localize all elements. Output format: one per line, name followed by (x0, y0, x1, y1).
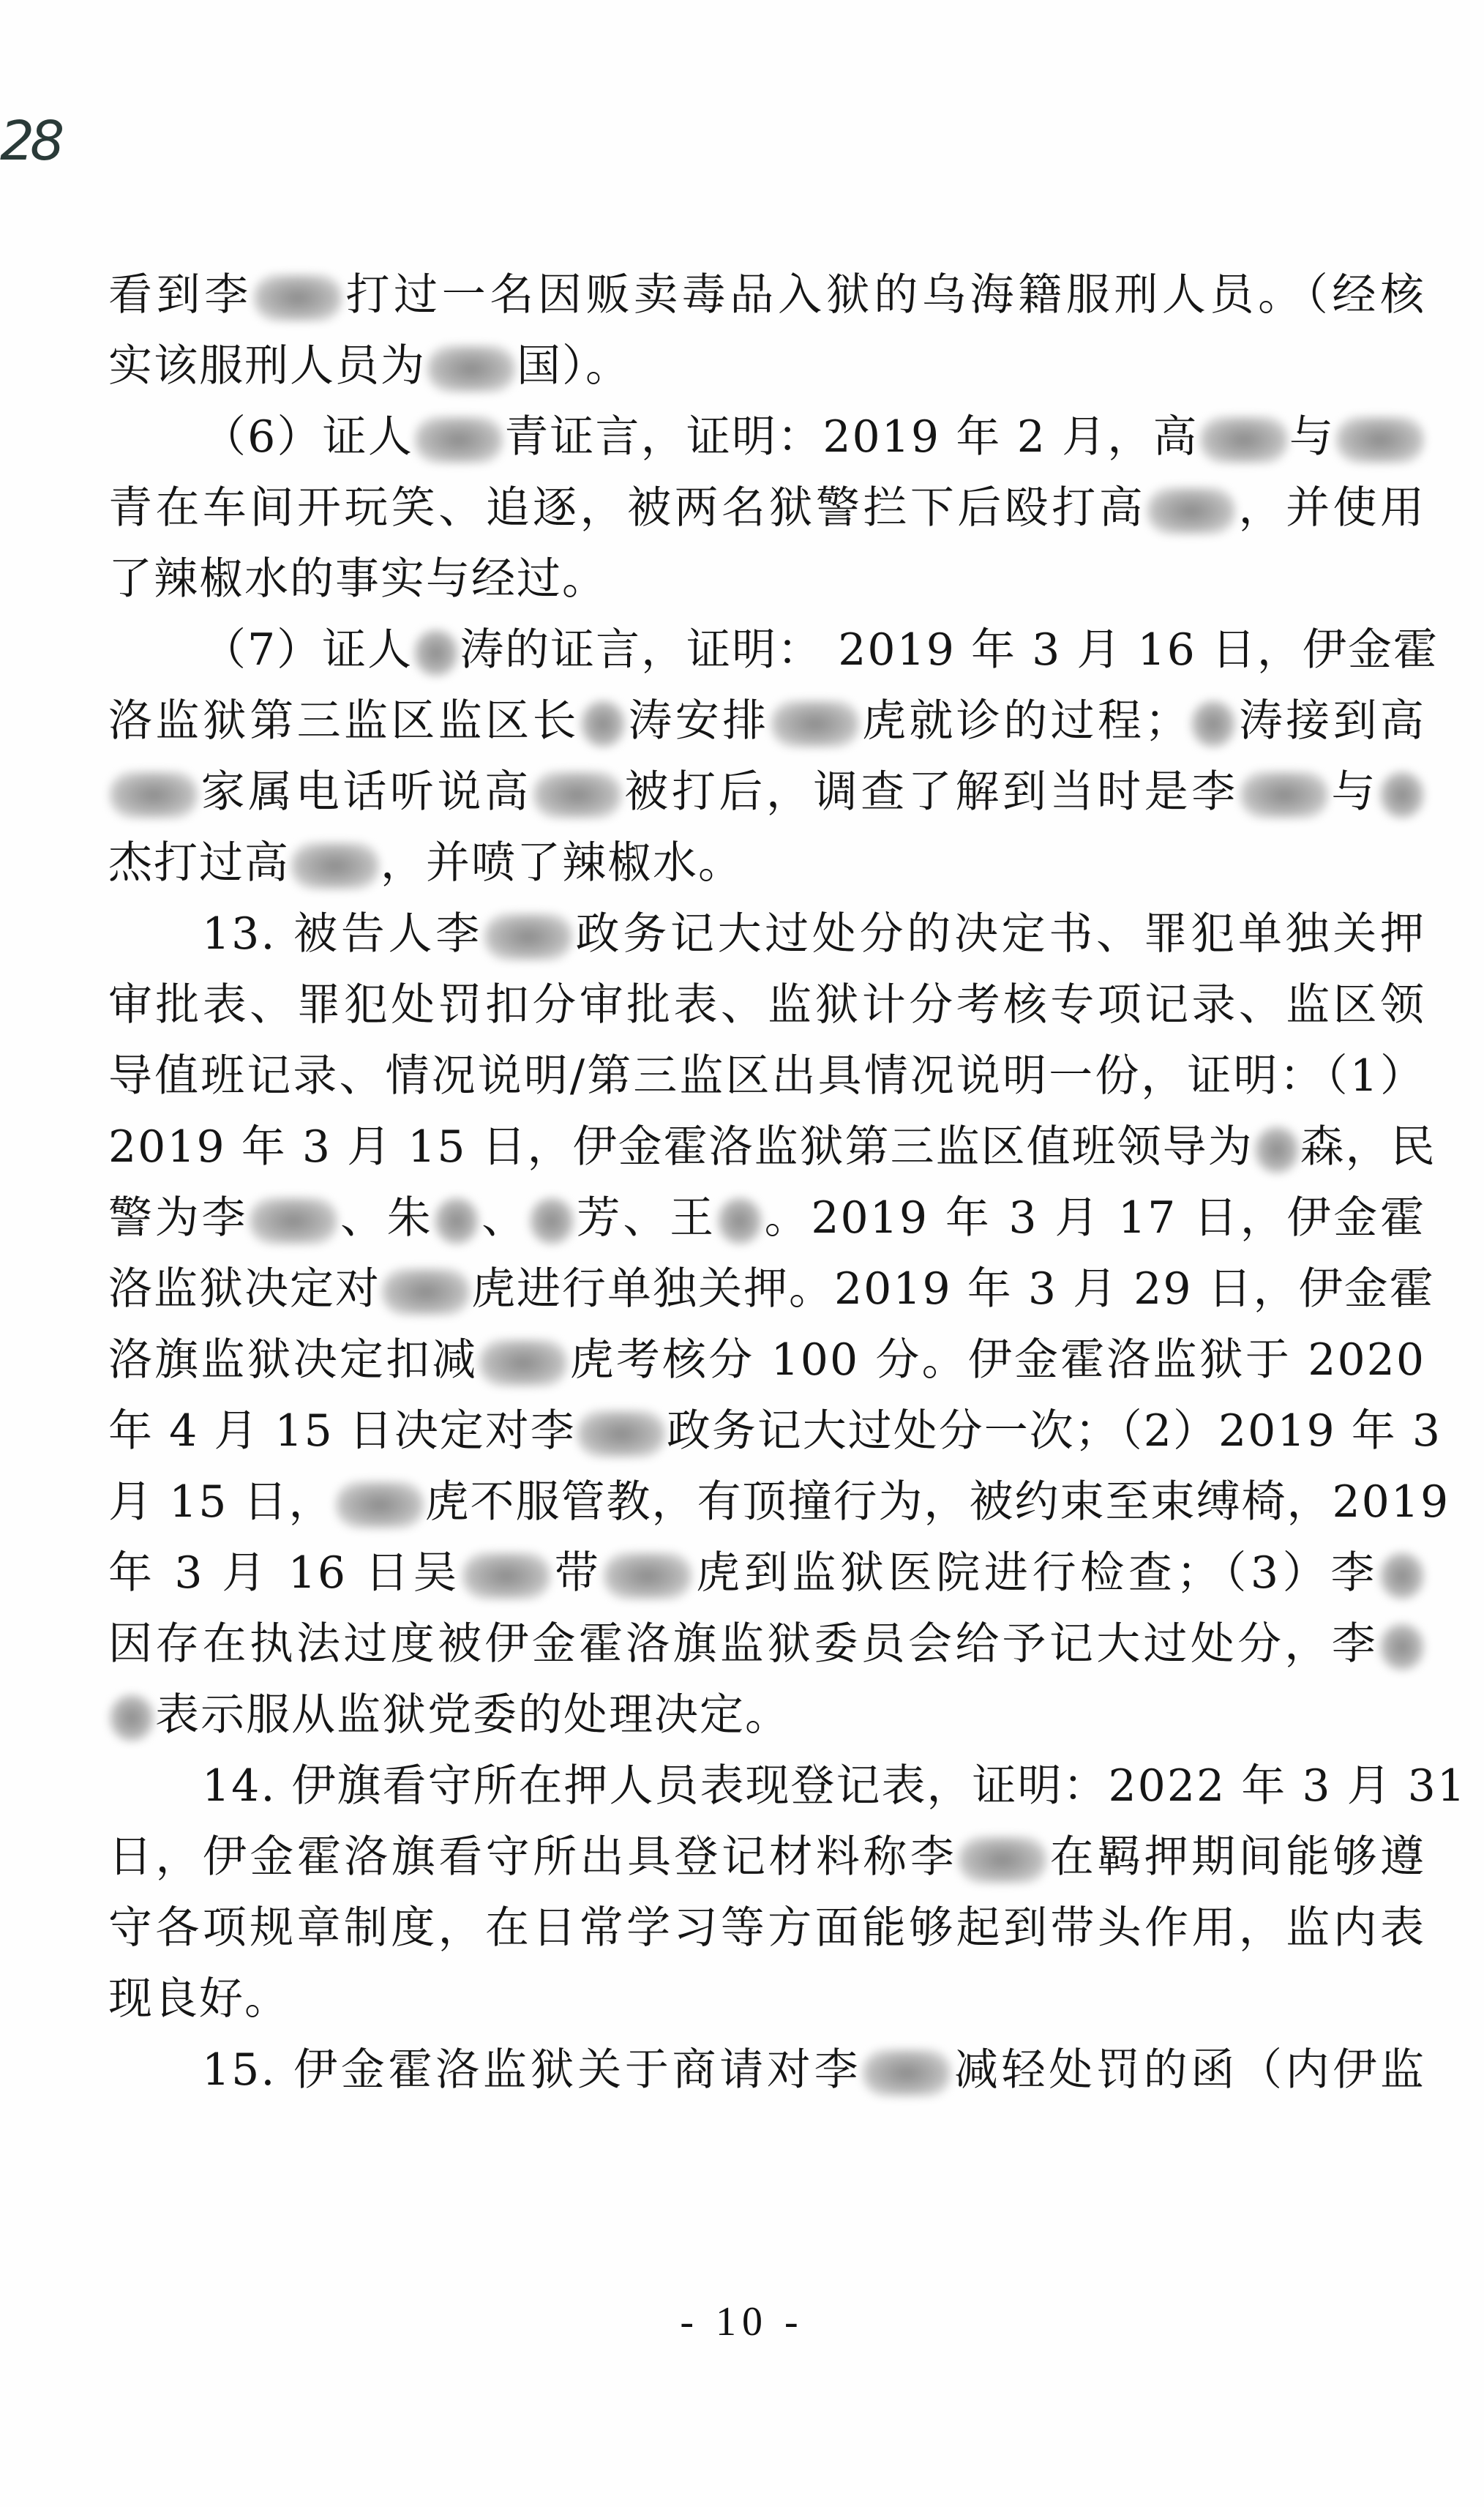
text-run: 审批表、罪犯处罚扣分审批表、监狱计分考核专项记录、监区领 (108, 979, 1425, 1031)
text-line (108, 1112, 1436, 1183)
text-line (108, 899, 1425, 970)
text-run: 带 (552, 1547, 603, 1599)
redacted-name (484, 913, 572, 960)
text-run: 、 (480, 1192, 528, 1244)
redacted-name (1380, 1553, 1424, 1599)
text-line (108, 686, 1425, 757)
text-line (108, 1041, 1425, 1112)
text-run: 政务记大过处分的决定书、罪犯单独关押 (573, 908, 1426, 960)
text-run: 芳、王 (574, 1192, 716, 1244)
text-run: 政务记大过处分一次；（2）2019 年 3 (666, 1405, 1442, 1457)
text-run: 看到李 (108, 269, 252, 321)
page-number: - 10 - (680, 2299, 804, 2345)
redacted-name (462, 1553, 550, 1599)
text-run: 14. 伊旗看守所在押人员表现登记表，证明：2022 年 3 月 31 (202, 1760, 1466, 1812)
redacted-name (533, 771, 621, 818)
redacted-name (336, 1482, 424, 1528)
text-run: 洛旗监狱决定扣减 (108, 1334, 479, 1386)
redacted-name (1240, 771, 1328, 818)
text-run: 在羁押期间能够遵 (1048, 1831, 1426, 1883)
text-run: 与 (1289, 411, 1335, 463)
redacted-name (604, 1553, 692, 1599)
text-run: 13. 被告人李 (202, 908, 483, 960)
text-run: 虎就诊的过程； (860, 695, 1191, 747)
redacted-name (581, 700, 625, 747)
redacted-name (435, 1198, 479, 1244)
text-line (108, 1751, 1466, 1822)
redacted-name (254, 274, 342, 321)
redacted-name (577, 1411, 665, 1457)
text-run: 守各项规章制度，在日常学习等方面能够起到带头作用，监内表 (108, 1902, 1425, 1954)
text-line (108, 970, 1425, 1041)
redacted-name (1147, 487, 1235, 534)
text-run: 实该服刑人员为 (108, 340, 426, 392)
text-line (108, 1396, 1442, 1467)
text-line (108, 1609, 1425, 1680)
text-line (108, 1183, 1425, 1254)
redacted-name (718, 1198, 762, 1244)
text-run: 涛接到高 (1237, 695, 1426, 747)
redacted-name (1200, 416, 1288, 463)
text-run: 15. 伊金霍洛监狱关于商请对李 (202, 2044, 862, 2096)
text-line (108, 1822, 1425, 1893)
text-run: 森，民 (1300, 1121, 1436, 1173)
text-line (108, 1680, 1425, 1751)
text-run: 家属电话听说高 (199, 766, 532, 818)
text-line (108, 1964, 1425, 2035)
text-line (108, 473, 1425, 544)
text-line (108, 2035, 1425, 2106)
redacted-name (1380, 771, 1424, 818)
text-run: 洛监狱第三监区监区长 (108, 695, 580, 747)
text-run: 涛的证言，证明： 2019 年 3 月 16 日，伊金霍 (460, 624, 1439, 676)
text-run: （6）证人 (202, 411, 414, 463)
text-run: ，并喷了辣椒水。 (381, 837, 743, 889)
handwritten-page-mark: 28 (0, 110, 61, 173)
text-run: 。2019 年 3 月 17 日，伊金霍 (762, 1192, 1426, 1244)
text-run: 、朱 (339, 1192, 434, 1244)
text-run: 洛监狱决定对 (108, 1263, 381, 1315)
text-line (108, 1325, 1425, 1396)
document-body (108, 260, 1466, 2106)
text-run: 导值班记录、情况说明/第三监区出具情况说明一份，证明：（1） (108, 1050, 1425, 1102)
text-run: 青证言，证明：2019 年 2 月，高 (504, 411, 1199, 463)
text-line (108, 544, 1425, 615)
redacted-name (1380, 1624, 1424, 1670)
redacted-name (1336, 416, 1424, 463)
redacted-name (382, 1269, 470, 1315)
redacted-name (427, 345, 515, 392)
text-run: （7）证人 (202, 624, 413, 676)
text-run: 国）。 (517, 340, 631, 392)
text-run: 警为李 (108, 1192, 249, 1244)
text-run: 被打后，调查了解到当时是李 (622, 766, 1239, 818)
text-run: 虎不服管教，有顶撞行为，被约束至束缚椅，2019 (424, 1476, 1450, 1528)
text-line (108, 1538, 1425, 1609)
text-run: 日，伊金霍洛旗看守所出具登记材料称李 (108, 1831, 958, 1883)
text-run: 年 3 月 16 日吴 (108, 1547, 462, 1599)
redacted-name (110, 1695, 154, 1741)
text-run: 虎考核分 100 分。伊金霍洛监狱于 2020 (569, 1334, 1426, 1386)
text-line (108, 260, 1425, 331)
redacted-name (479, 1340, 567, 1386)
text-run: 年 4 月 15 日决定对李 (108, 1405, 576, 1457)
text-line (108, 1467, 1450, 1538)
text-run: ，并使用 (1237, 482, 1426, 534)
text-run: 月 15 日， (108, 1476, 334, 1528)
text-run: 杰打过高 (108, 837, 290, 889)
text-run: 了辣椒水的事实与经过。 (108, 553, 607, 605)
redacted-name (291, 842, 379, 889)
redacted-name (250, 1198, 337, 1244)
redacted-name (959, 1837, 1046, 1883)
text-line (108, 828, 1425, 899)
text-line (108, 1254, 1435, 1325)
text-line (108, 757, 1425, 828)
text-run: 虎到监狱医院进行检查；（3）李 (693, 1547, 1379, 1599)
text-run: 青在车间开玩笑、追逐，被两名狱警拦下后殴打高 (108, 482, 1147, 534)
redacted-name (1255, 1127, 1299, 1173)
text-line (108, 402, 1425, 473)
text-run: 减轻处罚的函（内伊监 (952, 2044, 1426, 2096)
text-run: 表示服从监狱党委的处理决定。 (155, 1689, 790, 1741)
redacted-name (1191, 700, 1235, 747)
text-line (108, 615, 1439, 686)
redacted-name (771, 700, 859, 747)
redacted-name (530, 1198, 574, 1244)
text-run: 与 (1329, 766, 1379, 818)
text-run: 现良好。 (108, 1973, 290, 2025)
text-run: 打过一名因贩卖毒品入狱的乌海籍服刑人员。（经核 (342, 269, 1426, 321)
text-run: 虎进行单独关押。2019 年 3 月 29 日，伊金霍 (471, 1263, 1435, 1315)
text-line (108, 331, 1425, 402)
redacted-name (110, 771, 198, 818)
redacted-name (415, 416, 503, 463)
text-run: 涛安排 (626, 695, 770, 747)
text-line (108, 1893, 1425, 1964)
redacted-name (863, 2050, 951, 2096)
text-run: 因存在执法过度被伊金霍洛旗监狱委员会给予记大过处分，李 (108, 1618, 1379, 1670)
redacted-name (414, 629, 458, 676)
text-run: 2019 年 3 月 15 日，伊金霍洛监狱第三监区值班领导为 (108, 1121, 1253, 1173)
